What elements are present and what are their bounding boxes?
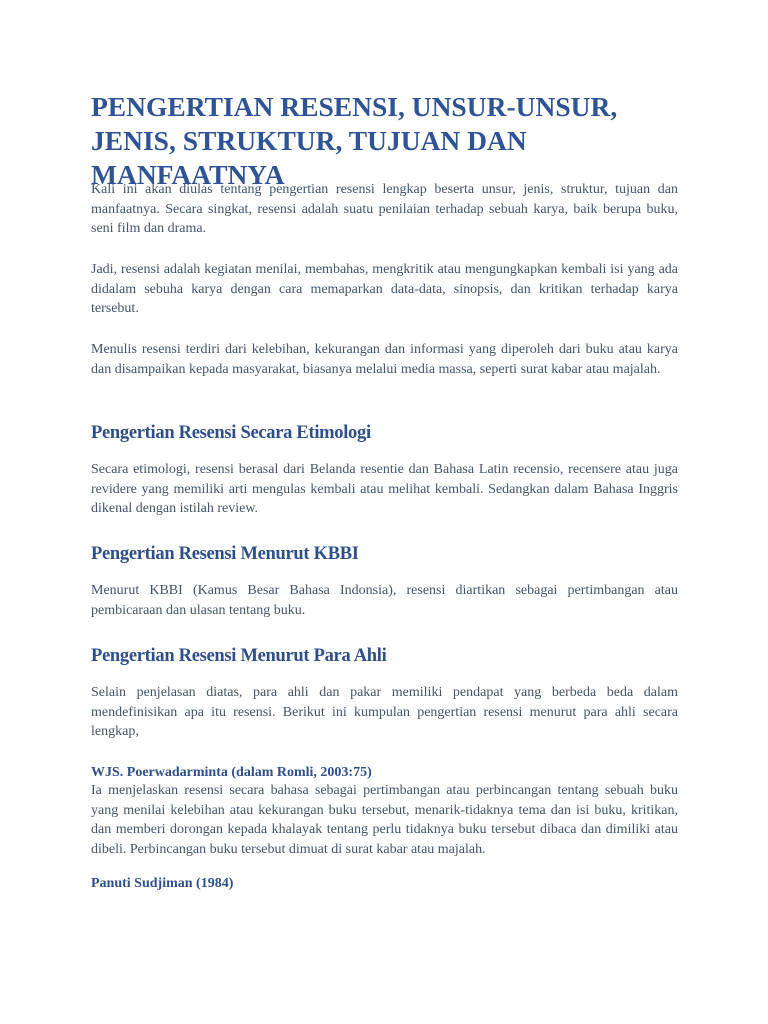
section-heading-etimologi: Pengertian Resensi Secara Etimologi xyxy=(91,423,371,443)
expert-name-poerwadarminta: WJS. Poerwadarminta (dalam Romli, 2003:75) xyxy=(91,765,372,780)
section-text-para-ahli: Selain penjelasan diatas, para ahli dan pakar memiliki pendapat yang berbeda beda dalam mendefinisikan apa itu resensi. Berikut ini kumpulan pengertian resensi menurut para ahli secara lengkap, xyxy=(91,685,678,739)
intro-paragraph-1: Kali ini akan diulas tentang pengertian resensi lengkap beserta unsur, jenis, struktur, tujuan dan manfaatnya. Secara singkat, resensi adalah suatu penilaian terhadap sebuah karya, baik berupa buku, seni film dan drama. xyxy=(91,182,678,236)
section-heading-kbbi: Pengertian Resensi Menurut KBBI xyxy=(91,544,359,564)
expert-name-sudjiman: Panuti Sudjiman (1984) xyxy=(91,876,234,891)
document-title: PENGERTIAN RESENSI, UNSUR-UNSUR, JENIS, STRUKTUR, TUJUAN DAN MANFAATNYA xyxy=(91,91,618,190)
section-text-etimologi: Secara etimologi, resensi berasal dari Belanda resentie dan Bahasa Latin recensio, recensere atau juga revidere yang memiliki arti mengulas kembali atau melihat kembali. Sedangkan dalam Bahasa Inggris dikenal dengan istilah review. xyxy=(91,462,678,516)
section-heading-para-ahli: Pengertian Resensi Menurut Para Ahli xyxy=(91,646,387,666)
intro-paragraph-2: Jadi, resensi adalah kegiatan menilai, membahas, mengkritik atau mengungkapkan kembali isi yang ada didalam sebuha karya dengan cara memaparkan data-data, sinopsis, dan kritikan terhadap karya tersebut. xyxy=(91,262,678,316)
intro-paragraph-3: Menulis resensi terdiri dari kelebihan, kekurangan dan informasi yang diperoleh dari buku atau karya dan disampaikan kepada masyarakat, biasanya melalui media massa, seperti surat kabar atau majalah. xyxy=(91,342,678,377)
expert-text-poerwadarminta: Ia menjelaskan resensi secara bahasa sebagai pertimbangan atau perbincangan tentang sebuah buku yang menilai kelebihan atau kekurangan buku tersebut, menarik-tidaknya tema dan isi buku, kritikan, dan memberi dorongan kepada khalayak tentang perlu tidaknya buku tersebut dibaca dan dimiliki atau dibeli. Perbincangan buku tersebut dimuat di surat kabar atau majalah. xyxy=(91,783,678,857)
section-text-kbbi: Menurut KBBI (Kamus Besar Bahasa Indonsia), resensi diartikan sebagai pertimbangan atau pembicaraan dan ulasan tentang buku. xyxy=(91,583,678,618)
